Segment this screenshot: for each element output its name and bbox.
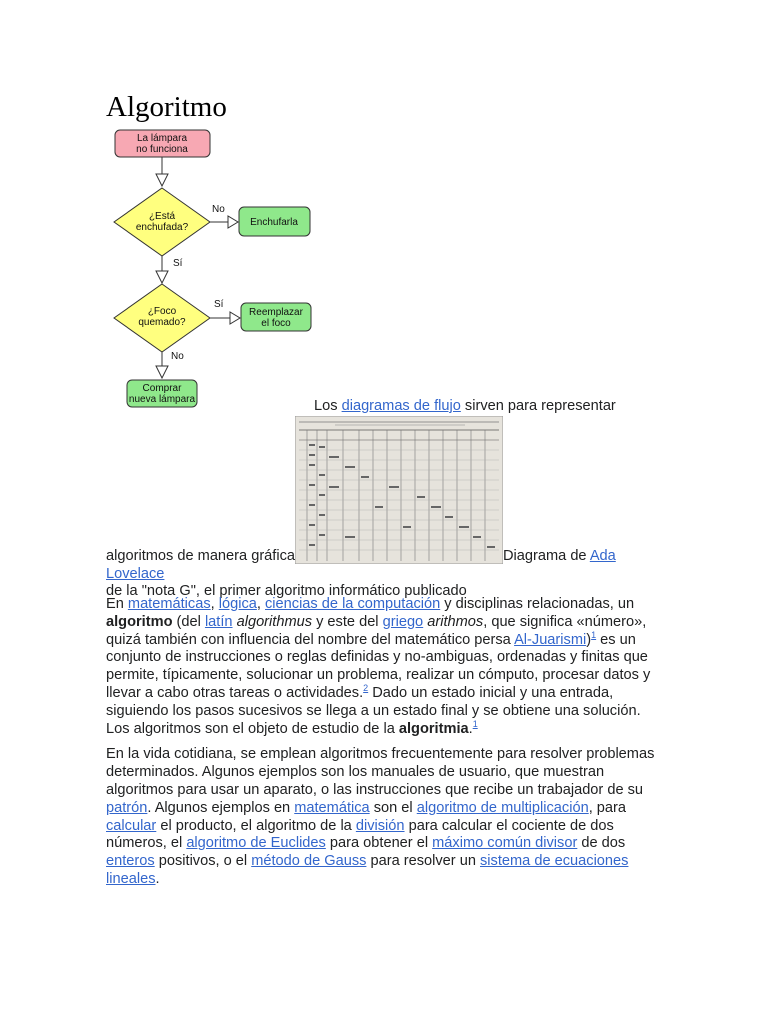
italic-term: arithmos <box>427 613 484 630</box>
arrow-head <box>230 312 240 324</box>
text: , <box>256 596 265 612</box>
flow-decision2-line1: ¿Foco <box>147 306 177 317</box>
text: (del <box>172 613 205 630</box>
link-ada-lovelace[interactable]: Ada Lovelace <box>106 547 616 582</box>
text: para resolver un <box>366 853 480 870</box>
arrow-head <box>228 216 238 228</box>
link-griego[interactable]: griego <box>382 613 424 630</box>
link-maximo-comun-divisor[interactable]: máximo común divisor <box>432 835 578 852</box>
text: , <box>210 596 219 612</box>
flow-decision1-line2: enchufada? <box>135 222 189 233</box>
link-division[interactable]: división <box>355 817 405 834</box>
caption-text: algoritmos de manera gráfica <box>106 547 295 564</box>
text: para obtener el <box>325 835 433 852</box>
text: positivos, o el <box>154 853 252 870</box>
page-title: Algoritmo <box>106 91 227 123</box>
article-body <box>106 596 662 897</box>
text: ) <box>586 631 592 648</box>
caption-text: Diagrama de <box>503 547 590 564</box>
text: . <box>155 870 160 887</box>
flow-action2-line1: Reemplazar <box>249 307 303 318</box>
paragraph-2 <box>106 746 662 888</box>
text: de dos <box>577 835 626 852</box>
text: es un conjunto de instrucciones o reglas definidas y no-ambiguas, ordenadas y finitas que permite, típicamente, solucionar un problema, realizar un cómputo, procesar datos y llevar a cabo otras tareas o actividades. <box>106 631 651 701</box>
flow-end-line2: nueva lámpara <box>128 394 196 405</box>
text: . <box>468 720 473 737</box>
text: para calcular el cociente de dos números, el <box>106 817 614 852</box>
link-al-juarismi[interactable]: Al-Juarismi <box>514 631 587 648</box>
text: el producto, el algoritmo de la <box>156 817 356 834</box>
flow-decision1-line1: ¿Está <box>148 211 176 222</box>
footnote-ref-1[interactable]: 1 <box>472 718 478 729</box>
flow-no1-label: No <box>212 204 225 215</box>
link-latin[interactable]: latín <box>204 613 233 630</box>
flow-action2-line2: el foco <box>261 318 291 329</box>
arrow-head <box>156 174 168 186</box>
text: Dado un estado inicial y una entrada, siguiendo los pasos sucesivos se llega a un estado final y se obtiene una solución. Los algoritmos son el objeto de estudio de la <box>106 684 641 737</box>
italic-term: algorithmus <box>236 613 313 630</box>
flow-end-line1: Comprar <box>142 383 182 394</box>
flowchart-image <box>106 126 316 412</box>
flow-si2-label: Sí <box>214 299 224 310</box>
text: , para <box>588 799 627 816</box>
text: En la vida cotidiana, se emplean algoritmos frecuentemente para resolver problemas determinados. Algunos ejemplos son los manuales de usuario, que muestran algoritmos para usar un aparato, o las instrucciones que recibe un trabajador de su <box>106 746 655 798</box>
text: . Algunos ejemplos en <box>147 799 295 816</box>
bold-term: algoritmo <box>106 613 173 630</box>
link-metodo-de-gauss[interactable]: método de Gauss <box>251 853 367 870</box>
figure-caption <box>106 398 662 601</box>
link-diagramas-de-flujo[interactable]: diagramas de flujo <box>341 398 461 414</box>
flow-si1-label: Sí <box>173 258 183 269</box>
flow-action1-label: Enchufarla <box>250 217 298 228</box>
ada-lovelace-note-g-image <box>295 416 503 564</box>
flow-decision2-line2: quemado? <box>138 317 186 328</box>
link-matematicas[interactable]: matemáticas <box>127 596 211 612</box>
flow-start-line2: no funciona <box>136 144 188 155</box>
flow-no2-label: No <box>171 351 184 362</box>
caption-text: sirven para representar <box>460 398 616 414</box>
link-patron[interactable]: patrón <box>106 799 148 816</box>
text: En <box>106 596 128 612</box>
footnote-ref-2[interactable]: 2 <box>363 682 369 693</box>
caption-text: Los <box>314 398 342 414</box>
text: y disciplinas relacionadas, un <box>440 596 635 612</box>
link-ciencias-de-la-computacion[interactable]: ciencias de la computación <box>265 596 441 612</box>
link-algoritmo-de-euclides[interactable]: algoritmo de Euclides <box>186 835 326 852</box>
flow-start-line1: La lámpara <box>136 133 188 144</box>
text: y este del <box>312 613 383 630</box>
footnote-ref-1[interactable]: 1 <box>591 629 597 640</box>
text: , que significa «número», quizá también con influencia del nombre del matemático persa <box>106 613 647 648</box>
text: son el <box>369 799 417 816</box>
link-enteros[interactable]: enteros <box>106 853 155 870</box>
link-matematica[interactable]: matemática <box>294 799 370 816</box>
link-sistema-de-ecuaciones-lineales[interactable]: sistema de ecuaciones lineales <box>106 853 629 887</box>
arrow-head <box>156 271 168 283</box>
bold-term: algoritmia <box>398 720 469 737</box>
caption-text: de la "nota G", el primer algoritmo informático publicado <box>106 583 467 600</box>
link-algoritmo-de-multiplicacion[interactable]: algoritmo de multiplicación <box>416 799 589 816</box>
arrow-head <box>156 366 168 378</box>
paragraph-1 <box>106 596 662 738</box>
link-calcular[interactable]: calcular <box>106 817 157 834</box>
link-logica[interactable]: lógica <box>218 596 257 612</box>
